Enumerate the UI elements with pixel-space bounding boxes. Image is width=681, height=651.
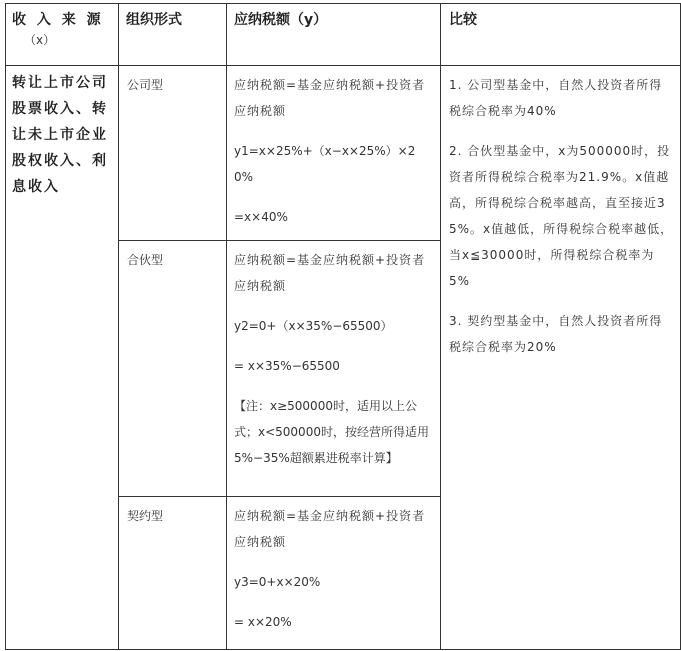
tax-formula-line: = x×20% xyxy=(234,615,292,629)
header-tax-amount: 应纳税额（y） xyxy=(234,12,328,28)
table-left-border xyxy=(5,3,6,650)
header-org-type: 组织形式 xyxy=(126,12,182,28)
org-type-corporate: 公司型 xyxy=(127,78,164,92)
table-bottom-border xyxy=(5,649,681,650)
tax-formula-partnership xyxy=(234,247,434,485)
tax-formula-line: y1=x×25%+（x−x×25%）×20% xyxy=(234,144,416,184)
header-income-source xyxy=(12,10,116,50)
tax-formula-line: y3=0+x×20% xyxy=(234,575,321,589)
tax-formula-note: 【注：x≥500000时，适用以上公式；x<500000时，按经营所得适用5%−35%超额累进税率计算】 xyxy=(234,399,429,465)
column-divider-1 xyxy=(118,3,119,650)
tax-formula-line: 应纳税额=基金应纳税额+投资者应纳税额 xyxy=(234,78,426,118)
header-income-source-label: 收 入 来 源 xyxy=(12,12,104,28)
income-source-cell: 转让上市公司股票收入、转让未上市企业股权收入、利息收入 xyxy=(12,75,108,195)
tax-formula-line: y2=0+（x×35%−65500） xyxy=(234,319,393,333)
table-top-border xyxy=(5,3,681,4)
comparison-item: 3. 契约型基金中，自然人投资者所得税综合税率为20% xyxy=(449,314,663,354)
column-divider-2 xyxy=(226,3,227,650)
tax-formula-line: =x×40% xyxy=(234,210,288,224)
row-divider-2 xyxy=(118,496,440,497)
column-divider-3 xyxy=(440,3,441,650)
org-type-contractual: 契约型 xyxy=(127,509,164,523)
tax-formula-line: = x×35%−65500 xyxy=(234,359,340,373)
header-income-source-symbol: （x） xyxy=(24,33,56,47)
header-comparison: 比较 xyxy=(449,12,477,28)
tax-formula-line: 应纳税额=基金应纳税额+投资者应纳税额 xyxy=(234,253,426,293)
org-type-partnership: 合伙型 xyxy=(127,253,164,267)
tax-formula-line: 应纳税额=基金应纳税额+投资者应纳税额 xyxy=(234,509,426,549)
tax-formula-corporate xyxy=(234,72,434,244)
tax-formula-contractual xyxy=(234,503,434,649)
comparison-cell xyxy=(449,72,674,374)
comparison-item: 2. 合伙型基金中，x为500000时，投资者所得税综合税率为21.9%。x值越高，所得税综合税率越高，直至接近35%。x值越低，所得税综合税率越低，当x≦30000时，所得税综合税率为5% xyxy=(449,144,674,288)
header-bottom-border xyxy=(5,65,681,66)
comparison-item: 1. 公司型基金中，自然人投资者所得税综合税率为40% xyxy=(449,78,663,118)
